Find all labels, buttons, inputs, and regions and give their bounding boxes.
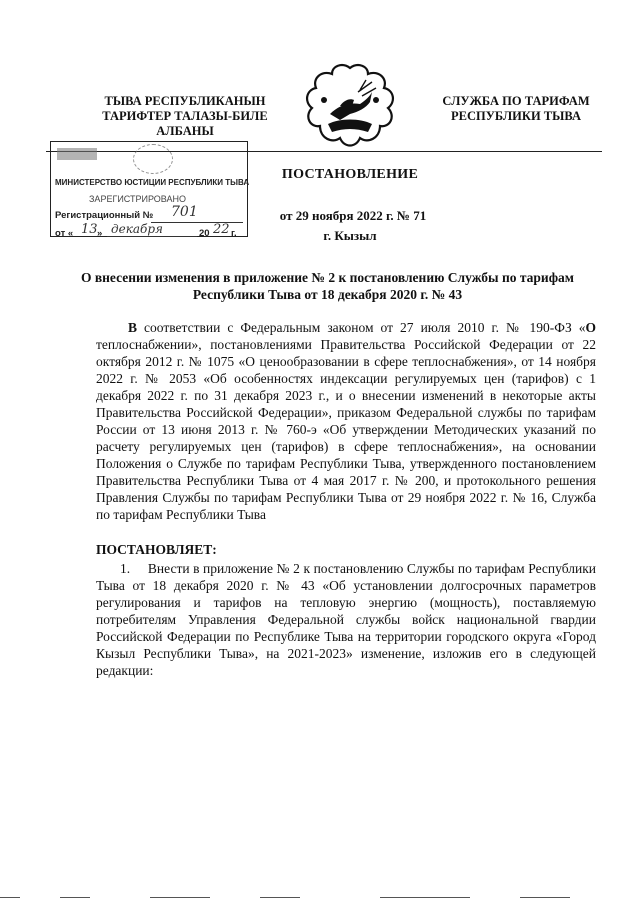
stamp-seal-mark — [133, 144, 173, 174]
scan-artifact — [260, 897, 300, 898]
registration-stamp — [50, 141, 248, 237]
stamp-registration-number: 701 — [171, 204, 198, 220]
preamble-text-a: соответствии с Федеральным законом от 27 июля 2010 г. № 190-ФЗ « — [137, 320, 586, 335]
stamp-registration-label: Регистрационный № — [55, 210, 154, 221]
document-subject: О внесении изменения в приложение № 2 к постановлению Службы по тарифам Республики Тыва от 18 декабря 2020 г. № 43 — [80, 270, 574, 302]
stamp-ministry-line: МИНИСТЕРСТВО ЮСТИЦИИ РЕСПУБЛИКИ ТЫВА — [55, 178, 250, 187]
stamp-date-day: 13 — [81, 222, 98, 237]
stamp-date-year-prefix: 20 — [199, 228, 210, 239]
preamble-paragraph — [96, 319, 596, 523]
document-type-title: ПОСТАНОВЛЕНИЕ — [281, 167, 419, 182]
left-organization-name: ТЫВА РЕСПУБЛИКАНЫН ТАРИФТЕР ТАЛАЗЫ-БИЛЕ АЛБАНЫ — [102, 94, 268, 138]
item-1-paragraph — [96, 560, 596, 679]
scan-artifact — [520, 897, 570, 898]
stamp-registered-label: ЗАРЕГИСТРИРОВАНО — [89, 194, 186, 204]
stamp-date-month: декабря — [111, 222, 163, 236]
document-date-number: от 29 ноября 2022 г. № 71 — [279, 208, 427, 223]
scan-artifact — [0, 897, 20, 898]
scan-artifact — [380, 897, 470, 898]
scan-artifact — [150, 897, 210, 898]
item-1-text: Внести в приложение № 2 к постановлению Службы по тарифам Республики Тыва от 18 декабря 2020 г. № 43 «Об установлении долгосрочных параметров регулирования и тарифов на тепловую энергию (мощность), поставляемую потребителям Управления Федеральной службы войск национальной гвардии Российской Федерации по Республике Тыва на территории городского округа «Город Кызыл Республики Тыва», на 2021-2023» изменение, изложив его в следующей редакции: — [96, 561, 596, 678]
document-city: г. Кызыл — [323, 228, 377, 243]
coat-of-arms-tyva-icon — [300, 62, 400, 150]
right-organization-name: СЛУЖБА ПО ТАРИФАМ РЕСПУБЛИКИ ТЫВА — [442, 94, 590, 123]
scan-artifact — [60, 897, 90, 898]
stamp-date-suffix: г. — [231, 228, 237, 239]
stamp-date-year: 22 — [213, 222, 230, 237]
stamp-month-underline — [107, 236, 197, 237]
decree-heading: ПОСТАНОВЛЯЕТ: — [96, 542, 217, 557]
stamp-smudge — [57, 148, 97, 160]
preamble-bold-letter: О — [585, 320, 596, 335]
stamp-date-prefix: от « — [55, 228, 74, 239]
preamble-lead-letter: В — [128, 320, 138, 335]
stamp-date-quote: » — [97, 228, 103, 239]
preamble-text-b: теплоснабжении», постановлениями Правительства Российской Федерации от 22 октября 2012 г. № 1075 «О ценообразовании в сфере теплоснабжения», от 14 ноября 2022 г. № 2053 «Об особенностях индексации регулируемых цен (тарифов) с 1 декабря 2022 г. по 31 декабря 2023 г., и о внесении изменений в некоторые акты Правительства Российской Федерации», приказом Федеральной службы по тарифам России от 13 июня 2013 г. № 760-э «Об утверждении Методических указаний по расчету регулируемых цен (тарифов) в сфере теплоснабжения», на основании Положения о Службе по тарифам Республики Тыва, утвержденного постановлением Правительства Республики Тыва от 4 мая 2017 г. № 200, и протокольного решения Правления Службы по тарифам Республики Тыва от 29 ноября 2022 г. № 16, Служба по тарифам Республики Тыва — [96, 337, 596, 522]
item-1-number: 1. — [120, 561, 131, 576]
